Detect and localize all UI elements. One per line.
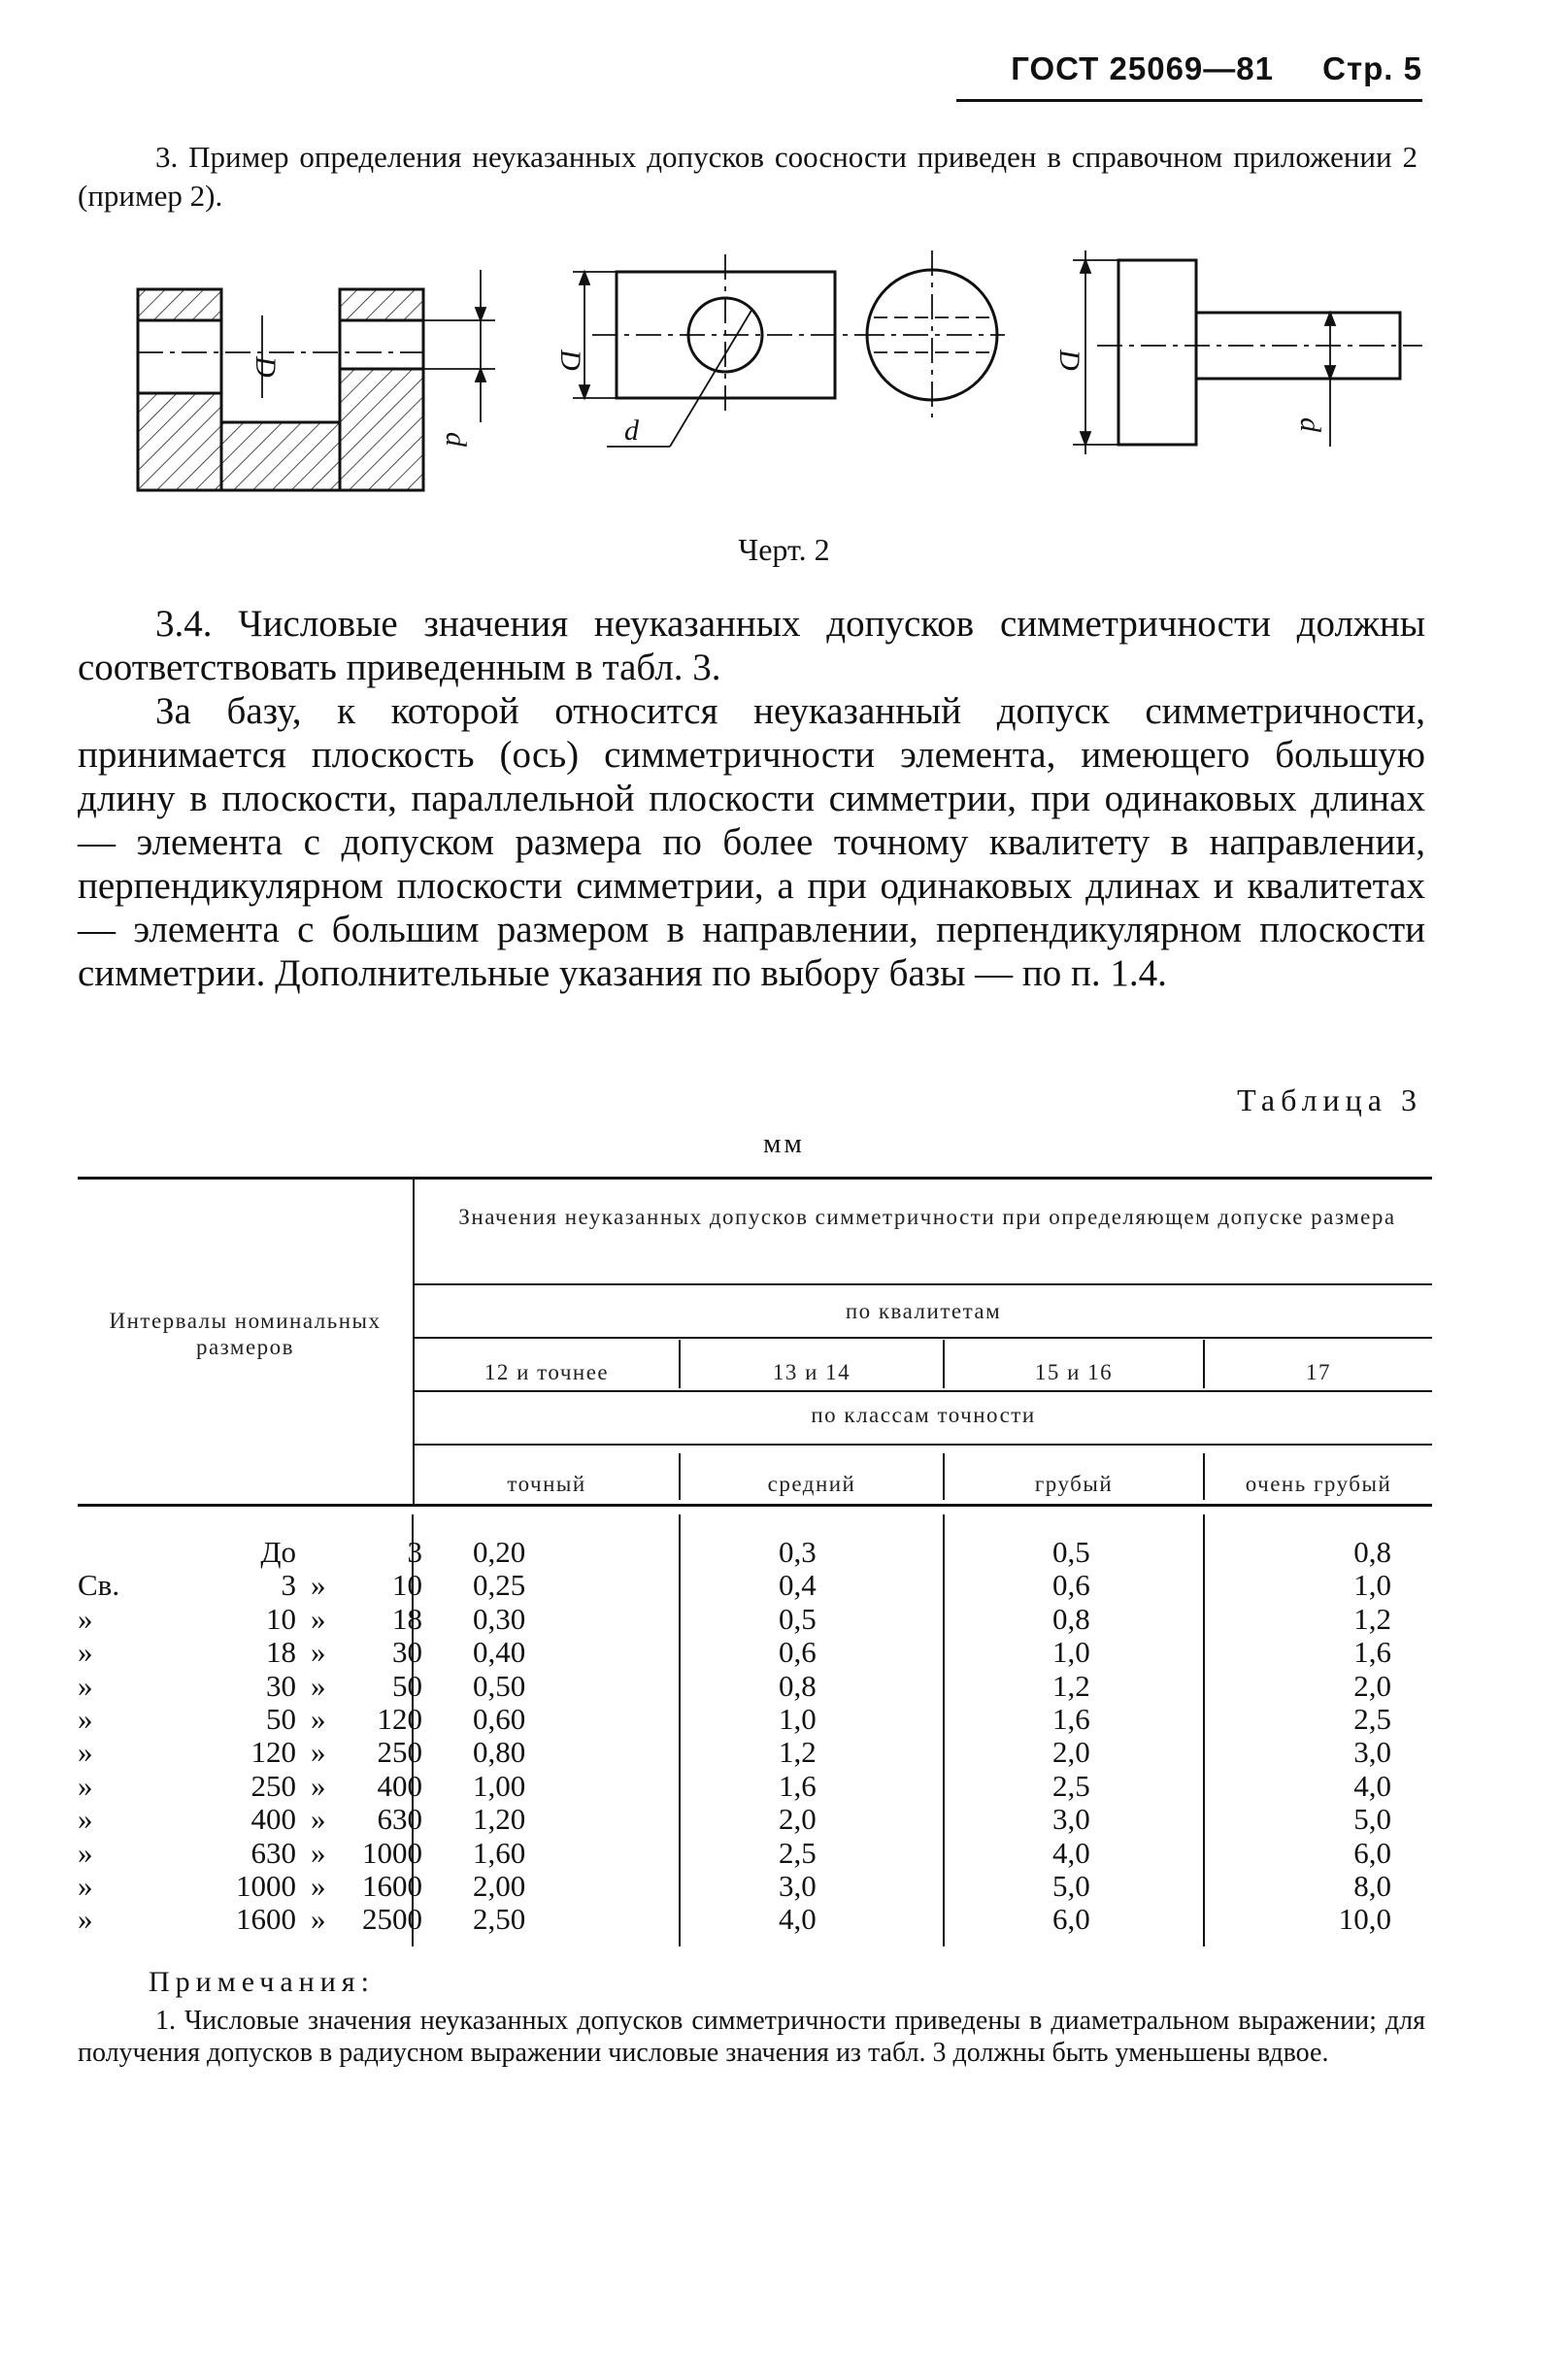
interval-from: 18 [266,1635,296,1670]
qual-rule [415,1337,1432,1339]
value-13-14: 1,0 [779,1701,817,1736]
label-d-1: d [440,432,472,447]
value-15-16: 6,0 [1052,1902,1090,1937]
figure-caption: Черт. 2 [738,532,830,567]
value-17: 8,0 [1353,1868,1391,1903]
qual-15-16: 15 и 16 [1034,1360,1114,1384]
figure-drawing [0,243,1568,524]
interval-prefix: » [78,1701,93,1736]
interval-to: 250 [377,1735,422,1770]
value-17: 1,6 [1353,1635,1391,1670]
interval-from: 250 [250,1768,296,1803]
table-row [78,1603,1432,1636]
interval-sep: » [311,1835,326,1870]
value-12: 1,00 [473,1768,526,1803]
interval-sep: » [311,1768,326,1803]
table-header [78,1177,1432,1507]
interval-to: 50 [392,1668,422,1703]
interval-from: 1600 [236,1902,296,1937]
interval-sep: » [311,1568,326,1603]
value-17: 2,5 [1353,1701,1391,1736]
value-17: 1,0 [1353,1568,1391,1603]
value-13-14: 2,5 [779,1835,817,1870]
value-13-14: 0,5 [779,1601,817,1636]
interval-from: 10 [266,1601,296,1636]
figure-part-1 [138,289,423,490]
value-13-14: 0,8 [779,1668,817,1703]
value-12: 0,60 [473,1701,526,1736]
table-unit: мм [763,1128,805,1159]
figure-part-3-dims [859,250,1005,417]
figure-part-3 [867,270,997,400]
value-12: 0,50 [473,1668,526,1703]
col0-divider [413,1180,415,1507]
interval-from: До [260,1535,296,1569]
interval-prefix: » [78,1768,93,1803]
class-coarse: грубый [1034,1472,1114,1496]
value-15-16: 0,5 [1052,1535,1090,1569]
sub-divider [1203,1453,1205,1500]
class-exact: точный [507,1472,586,1496]
value-12: 1,20 [473,1802,526,1837]
interval-from: 3 [281,1568,296,1603]
interval-sep: » [311,1735,326,1770]
interval-sep: » [311,1902,326,1937]
interval-sep: » [311,1868,326,1903]
qual-header: по квалитетам [845,1299,1002,1323]
table-row [78,1670,1432,1703]
sub-divider [943,1453,945,1500]
table-label: Таблица 3 [1237,1082,1422,1117]
interval-to: 400 [377,1768,422,1803]
table-row [78,1903,1432,1936]
header-bottom-rule [78,1504,1432,1507]
notes-title: Примечания: [149,1966,375,1998]
group-header: Значения неуказанных допусков симметричности при определяющем допуске размера [458,1205,1396,1229]
qual-12: 12 и точнее [484,1360,610,1384]
interval-to: 120 [377,1701,422,1736]
table-row [78,1536,1432,1569]
interval-prefix: » [78,1601,93,1636]
value-12: 2,50 [473,1902,526,1937]
table-body [78,1536,1432,1937]
interval-sep: » [311,1802,326,1837]
value-15-16: 2,0 [1052,1735,1090,1770]
value-13-14: 0,3 [779,1535,817,1569]
interval-sep: » [311,1701,326,1736]
interval-sep: » [311,1668,326,1703]
sub-divider [1203,1340,1205,1388]
qualitets-rule [415,1390,1432,1392]
paragraph-base: За базу, к которой относится неуказанный допуск симметричности, принимается плоскость (ось) симметричности элемента, имеющего большую длину в плоскости, параллельной плоскости симметрии, при одинаковых длинах — элемента с допуском размера по более точному квалитету в направлении, перпендикулярном плоскости симметрии, а при одинаковых длинах и квалитетах — элемента с большим размером в направлении, перпендикулярном плоскости симметрии. Дополнительные указания по выбору базы — по п. 1.4. [78,690,1425,994]
value-12: 0,30 [473,1601,526,1636]
value-15-16: 0,6 [1052,1568,1090,1603]
value-12: 0,40 [473,1635,526,1670]
value-17: 5,0 [1353,1802,1391,1837]
gost-number: ГОСТ 25069—81 [1011,50,1274,86]
sub-divider [679,1340,681,1388]
class-very-coarse: очень грубый [1245,1472,1392,1496]
value-12: 0,80 [473,1735,526,1770]
table-row [78,1703,1432,1736]
interval-to: 1000 [362,1835,422,1870]
interval-from: 400 [250,1802,296,1837]
value-17: 10,0 [1338,1902,1391,1937]
value-12: 0,20 [473,1535,526,1569]
header-rule [956,99,1422,102]
interval-to: 30 [392,1635,422,1670]
value-15-16: 0,8 [1052,1601,1090,1636]
table-row [78,1770,1432,1803]
class-header: по классам точности [811,1403,1036,1427]
interval-prefix: Св. [78,1568,120,1603]
figure-part-4 [1118,260,1400,445]
label-D-4: D [1053,349,1085,371]
interval-to: 18 [392,1601,422,1636]
interval-sep: » [311,1635,326,1670]
table-row [78,1736,1432,1769]
value-12: 0,25 [473,1568,526,1603]
paragraph-3-4: 3.4. Числовые значения неуказанных допусков симметричности должны соответствовать приведенным в табл. 3. [78,603,1425,688]
class-rule [415,1444,1432,1446]
table-top-rule [78,1177,1432,1180]
sub-divider [943,1340,945,1388]
table-row [78,1837,1432,1870]
value-15-16: 3,0 [1052,1802,1090,1837]
value-12: 1,60 [473,1835,526,1870]
section-3-4 [78,602,1425,995]
qual-13-14: 13 и 14 [772,1360,851,1384]
value-13-14: 4,0 [779,1902,817,1937]
value-17: 6,0 [1353,1835,1391,1870]
interval-prefix: » [78,1735,93,1770]
interval-prefix: » [78,1868,93,1903]
value-15-16: 1,0 [1052,1635,1090,1670]
interval-to: 1600 [362,1868,422,1903]
interval-to: 2500 [362,1902,422,1937]
interval-from: 120 [250,1735,296,1770]
value-12: 2,00 [473,1868,526,1903]
col0-header: Интервалы номинальных размеров [109,1309,382,1359]
interval-sep: » [311,1601,326,1636]
label-d-2: d [624,415,639,447]
value-15-16: 4,0 [1052,1835,1090,1870]
value-17: 0,8 [1353,1535,1391,1569]
value-15-16: 1,6 [1052,1701,1090,1736]
interval-to: 3 [407,1535,422,1569]
table-row [78,1803,1432,1836]
intro-paragraph: 3. Пример определения неуказанных допусков соосности приведен в справочном приложении 2 (пример 2). [78,140,1418,213]
group-rule [415,1283,1432,1285]
value-13-14: 0,6 [779,1635,817,1670]
interval-from: 30 [266,1668,296,1703]
value-13-14: 3,0 [779,1868,817,1903]
interval-prefix: » [78,1835,93,1870]
page-number: Стр. 5 [1322,50,1422,86]
interval-prefix: » [78,1635,93,1670]
interval-prefix: » [78,1902,93,1937]
note-1: 1. Числовые значения неуказанных допусков симметричности приведены в диаметральном выражении; для получения допусков в радиусном выражении числовые значения из табл. 3 должны быть уменьшены вдвое. [78,2006,1425,2068]
label-D-2: D [554,349,586,371]
interval-prefix: » [78,1668,93,1703]
value-13-14: 1,2 [779,1735,817,1770]
value-15-16: 2,5 [1052,1768,1090,1803]
label-D-1: D [250,356,282,378]
figure-part-4-dims [1073,250,1422,454]
value-17: 2,0 [1353,1668,1391,1703]
interval-to: 630 [377,1802,422,1837]
interval-from: 1000 [236,1868,296,1903]
page-header [1011,50,1422,87]
sub-divider [679,1453,681,1500]
value-13-14: 0,4 [779,1568,817,1603]
interval-from: 630 [250,1835,296,1870]
qual-17: 17 [1306,1360,1331,1384]
table-row [78,1870,1432,1903]
interval-from: 50 [266,1701,296,1736]
table-row [78,1569,1432,1602]
value-17: 3,0 [1353,1735,1391,1770]
interval-prefix: » [78,1802,93,1837]
value-17: 1,2 [1353,1601,1391,1636]
class-medium: средний [767,1472,856,1496]
interval-to: 10 [392,1568,422,1603]
value-15-16: 5,0 [1052,1868,1090,1903]
value-15-16: 1,2 [1052,1668,1090,1703]
label-d-4: d [1294,417,1326,432]
value-13-14: 2,0 [779,1802,817,1837]
value-13-14: 1,6 [779,1768,817,1803]
table-row [78,1636,1432,1669]
value-17: 4,0 [1353,1768,1391,1803]
